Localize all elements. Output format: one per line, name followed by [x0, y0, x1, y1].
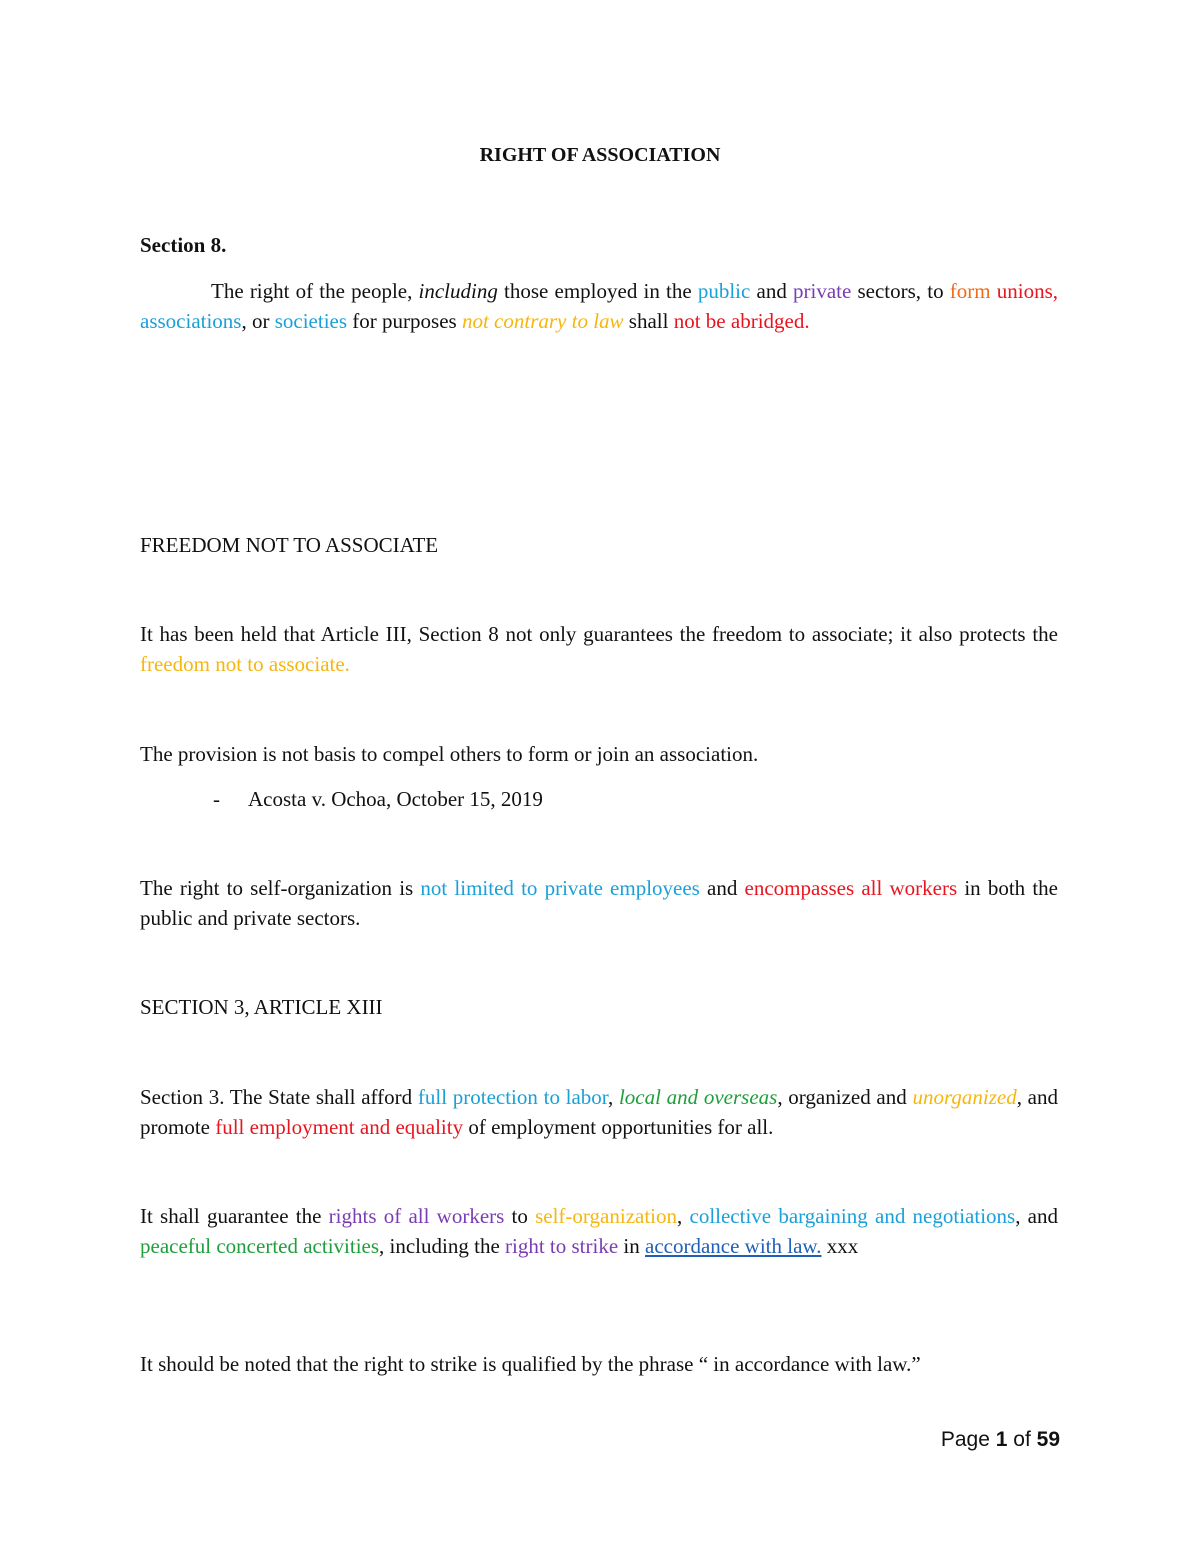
accordance-with-law-link[interactable]: accordance with law. [645, 1234, 822, 1258]
freedom-heading: FREEDOM NOT TO ASSOCIATE [140, 533, 439, 557]
highlight-rights-of-workers: rights of all workers [328, 1204, 505, 1228]
page-of: of [1007, 1428, 1037, 1451]
text-run: and [699, 876, 745, 900]
highlight-peaceful-activities: peaceful concerted activities [140, 1234, 380, 1258]
text-run: It has been held that Article III, Section 8 not only guarantees the freedom to associate; it also protects the [140, 622, 1058, 646]
text-run: in both the public and private sectors. [140, 876, 1058, 930]
section-8-heading: Section 8. [140, 233, 227, 257]
text-run: in [618, 1234, 646, 1258]
text-run: Section 3. The State shall afford [140, 1085, 418, 1109]
freedom-paragraph-1 [140, 619, 1058, 679]
text-run: of employment opportunities for all. [463, 1115, 774, 1139]
page-number [941, 1428, 1060, 1452]
page-current: 1 [995, 1428, 1008, 1451]
text-run: , [607, 1085, 619, 1109]
page-total: 59 [1036, 1428, 1060, 1451]
text-run: to [504, 1204, 536, 1228]
text-run: for purposes [347, 309, 462, 333]
article-13-paragraph-2 [140, 1201, 1058, 1261]
article-13-paragraph-3: It should be noted that the right to strike is qualified by the phrase “ in accordance with law.” [140, 1352, 921, 1376]
text-run: shall [623, 309, 674, 333]
text-run: , or [241, 309, 275, 333]
text-run: It shall guarantee the [140, 1204, 329, 1228]
page-label: Page [940, 1428, 996, 1451]
highlight-not-limited: not limited to private employees [420, 876, 700, 900]
highlight-public: public [697, 279, 751, 303]
highlight-collective-bargaining: collective bargaining and negotiations [689, 1204, 1016, 1228]
section-8-paragraph [140, 276, 1058, 336]
text-run: , and [1015, 1204, 1058, 1228]
citation-dash: - [213, 787, 220, 811]
highlight-private: private [793, 279, 852, 303]
citation-text: Acosta v. Ochoa, October 15, 2019 [248, 787, 543, 811]
highlight-associations: associations [140, 309, 242, 333]
text-run: , [677, 1204, 690, 1228]
highlight-freedom-not-to-associate: freedom not to associate. [140, 652, 350, 676]
text-run: The right of the people, [211, 279, 419, 303]
text-run: xxx [821, 1234, 859, 1258]
freedom-paragraph-3 [140, 873, 1058, 933]
text-run: and [750, 279, 794, 303]
highlight-self-organization: self-organization [535, 1204, 678, 1228]
highlight-encompasses: encompasses all workers [744, 876, 958, 900]
text-run: , including the [379, 1234, 506, 1258]
highlight-societies: societies [274, 309, 348, 333]
highlight-local-overseas: local and overseas [618, 1085, 778, 1109]
highlight-not-contrary-to-law: not contrary to law [461, 309, 624, 333]
article-13-heading: SECTION 3, ARTICLE XIII [140, 995, 383, 1019]
text-run: The right to self-organization is [140, 876, 421, 900]
highlight-unions: unions, [990, 279, 1058, 303]
highlight-not-abridged: not be abridged. [673, 309, 810, 333]
highlight-right-to-strike: right to strike [505, 1234, 619, 1258]
freedom-paragraph-2: The provision is not basis to compel others to form or join an association. [140, 742, 759, 766]
highlight-full-protection: full protection to labor [417, 1085, 608, 1109]
text-run: , organized and [777, 1085, 913, 1109]
article-13-paragraph-1 [140, 1082, 1058, 1142]
page-title: RIGHT OF ASSOCIATION [479, 144, 721, 166]
text-run: including [418, 279, 498, 303]
text-run: , and promote [140, 1085, 1058, 1139]
text-run: those employed in the [497, 279, 698, 303]
highlight-form: form [949, 279, 991, 303]
text-run: sectors, to [851, 279, 950, 303]
highlight-unorganized: unorganized [912, 1085, 1017, 1109]
highlight-full-employment: full employment and equality [215, 1115, 464, 1139]
